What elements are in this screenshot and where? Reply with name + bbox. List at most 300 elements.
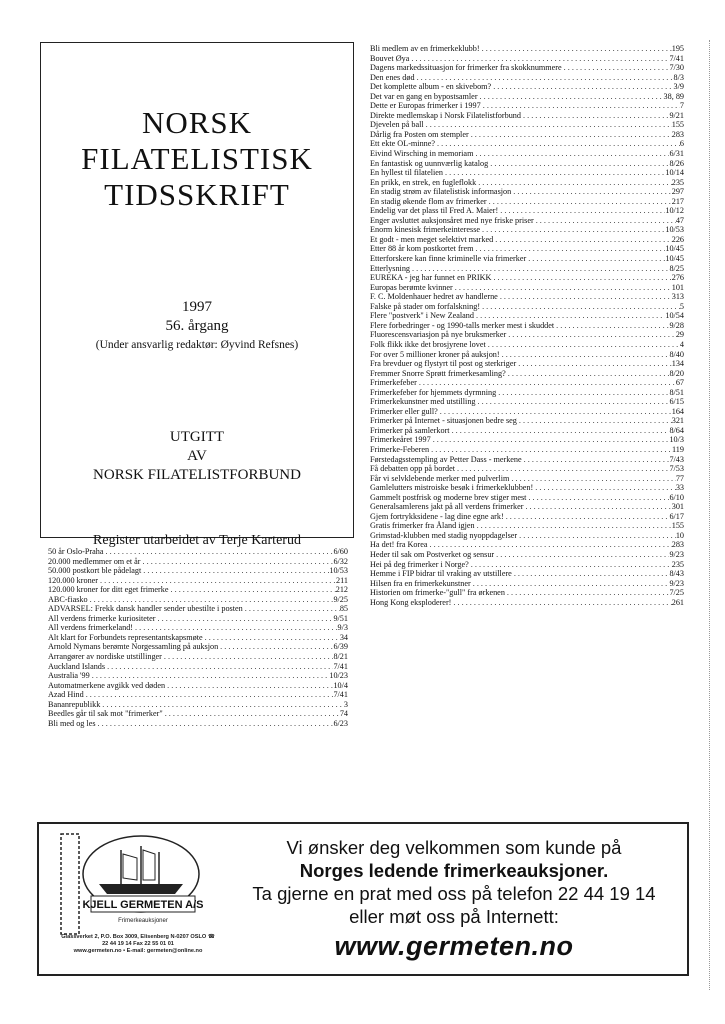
index-entry (370, 474, 684, 484)
entry-page: 301 (671, 502, 684, 512)
entry-page: 8/3 (673, 72, 684, 82)
dot-leader (480, 225, 665, 235)
index-entry (370, 540, 684, 550)
index-entry (370, 244, 684, 254)
index-entry (48, 700, 348, 710)
ad-phone: Ta gjerne en prat med oss på telefon 22 44 19 14 (252, 883, 656, 904)
dot-leader (496, 388, 669, 398)
entry-page: 297 (671, 187, 684, 197)
entry-title: Automatmerkene avgikk ved døden (48, 680, 166, 690)
entry-page: 8/20 (669, 368, 684, 378)
dot-leader (443, 168, 665, 178)
entry-title: Generalsamlerens jakt på all verdens frimerker (370, 502, 524, 512)
entry-page: 5 (679, 301, 684, 311)
index-entry (370, 483, 684, 493)
entry-title: Gjem fortrykksidene - lag dine egne ark! (370, 511, 504, 521)
entry-title: Alt klart for Forbundets representantskapsmøte (48, 632, 203, 642)
dot-leader (533, 483, 676, 493)
entry-page: 29 (675, 330, 684, 340)
dot-leader (103, 547, 333, 557)
entry-title: Bli med og les (48, 718, 96, 728)
dot-leader (450, 426, 670, 436)
entry-title: Bananrepublikk (48, 699, 101, 709)
entry-title: Heder til sak om Postverket og sensur (370, 549, 495, 559)
entry-title: Etterforskere kan finne kriminelle via frimerker (370, 254, 527, 264)
dot-leader (516, 359, 672, 369)
entry-title: Frimerkefeber (370, 378, 417, 388)
entry-page: 10/14 (665, 168, 684, 178)
dot-leader (476, 178, 672, 188)
title-line: TIDSSKRIFT (104, 177, 290, 212)
entry-title: En stadig økende flom av frimerker (370, 196, 487, 206)
index-entry (370, 139, 684, 149)
advertisement (37, 822, 689, 976)
editor-note: (Under ansvarlig redaktør: Øyvind Refsnes) (95, 339, 299, 351)
dot-leader (84, 690, 334, 700)
entry-page: 6/15 (669, 397, 684, 407)
entry-title: Grimstad-klubben med stadig nyoppdagelser (370, 530, 518, 540)
entry-page: 10/3 (669, 435, 684, 445)
entry-title: Dagens markedssituasjon for frimerker fra skokknummere (370, 63, 562, 73)
entry-title: En fantastisk og uunnværlig katalog (370, 158, 489, 168)
entry-page: 119 (672, 444, 684, 454)
title-line: NORSK (141, 105, 253, 140)
dot-leader (415, 73, 674, 83)
entry-title: Enger avsluttet auksjonsåret med nye friske priser (370, 215, 534, 225)
logo-address: Glassverket 2, P.O. Box 3009, Elisenberg N-0207 OSLO ☎ 22 44 19 14 Fax 22 55 01 01 (61, 934, 215, 947)
index-entry (370, 225, 684, 235)
dot-leader (480, 302, 680, 312)
dot-leader (88, 595, 334, 605)
entry-page: 321 (671, 416, 684, 426)
dot-leader (473, 149, 669, 159)
index-entry (370, 350, 684, 360)
dot-leader (417, 378, 676, 388)
entry-page: 6/31 (669, 149, 684, 159)
entry-page: 10/45 (665, 254, 684, 264)
entry-page: 9/25 (333, 594, 348, 604)
index-entry (48, 585, 348, 595)
index-entry (370, 63, 684, 73)
entry-title: Gamlelutters mistroiske besøk i frimerkeklubben! (370, 483, 534, 493)
index-entry (370, 493, 684, 503)
index-entry (48, 614, 348, 624)
dot-leader (429, 445, 672, 455)
entry-page: 7 (679, 101, 684, 111)
index-entry (48, 719, 348, 729)
entry-page: 74 (339, 709, 348, 719)
volume: 56. årgang (165, 318, 229, 334)
entry-title: Frimerke-Feberen (370, 444, 430, 454)
index-entry (370, 435, 684, 445)
dot-leader (471, 579, 670, 589)
dot-leader (98, 576, 336, 586)
publisher-line: UTGITT (169, 429, 225, 445)
entry-title: Fra brevduer og flystyrt til post og sterkriger (370, 359, 517, 369)
entry-page: 261 (671, 597, 684, 607)
entry-page: 164 (671, 406, 684, 416)
entry-page: 211 (336, 575, 348, 585)
index-entry (370, 302, 684, 312)
index-entry (370, 531, 684, 541)
index-entry (48, 623, 348, 633)
entry-page: 155 (671, 521, 684, 531)
entry-page: 235 (671, 177, 684, 187)
index-entry (370, 197, 684, 207)
entry-title: Direkte medlemskap i Norsk Filatelistforbund (370, 110, 521, 120)
entry-title: ABC-fiasko (48, 594, 88, 604)
entry-title: Falske på stader om forfalskning! (370, 301, 481, 311)
index-entry (370, 598, 684, 608)
stamp-perforation (61, 834, 79, 934)
entry-page: 38, 89 (663, 91, 684, 101)
index-entry (370, 416, 684, 426)
entry-title: 50 år Oslo-Praha (48, 547, 104, 556)
index-entry (370, 120, 684, 130)
entry-title: 120.000 kroner for ditt eget frimerke (48, 585, 169, 595)
logo-web: www.germeten.no • E-mail: germeten@online.no (73, 948, 203, 954)
index-entry (370, 73, 684, 83)
dot-leader (218, 642, 333, 652)
entry-title: Hilsen fra en frimerkekunstner (370, 578, 471, 588)
index-entry (370, 130, 684, 140)
entry-page: 67 (675, 378, 684, 388)
entry-title: Folk flikk ikke det brosjyrene lovet (370, 339, 486, 349)
index-entry (370, 178, 684, 188)
entry-page: 85 (339, 604, 348, 614)
dot-leader (517, 416, 672, 426)
entry-page: 9/21 (669, 110, 684, 120)
dot-leader (493, 235, 671, 245)
dot-leader (481, 101, 680, 111)
entry-title: Australia '99 (48, 671, 90, 681)
entry-title: Et godt - men meget selektivt marked (370, 234, 494, 244)
entry-page: 47 (675, 215, 684, 225)
entry-title: All verdens frimerke kuriositeter (48, 613, 156, 623)
index-entry (370, 235, 684, 245)
entry-title: Frimerker på samlerkort (370, 425, 450, 435)
dot-leader (487, 197, 672, 207)
dot-leader (491, 273, 671, 283)
index-entry (370, 426, 684, 436)
entry-page: 77 (675, 473, 684, 483)
dot-leader (534, 216, 676, 226)
logo-company-name: KJELL GERMETEN A/S (82, 899, 204, 911)
entry-title: Europas berømte kvinner (370, 282, 453, 292)
dot-leader (105, 662, 333, 672)
dot-leader (141, 557, 334, 567)
entry-title: Djevelen på ball (370, 120, 424, 130)
ad-welcome: Vi ønsker deg velkommen som kunde på (286, 837, 622, 858)
index-entry (48, 671, 348, 681)
entry-title: Den enes død (370, 72, 415, 82)
dot-leader (504, 512, 670, 522)
index-entry (370, 311, 684, 321)
dot-leader (526, 493, 669, 503)
index-entry (48, 709, 348, 719)
index-entry (370, 159, 684, 169)
entry-title: Fremmer Snorre Sprøtt frimerkesamling? (370, 368, 506, 378)
dot-leader (523, 502, 671, 512)
index-entry (48, 652, 348, 662)
dot-leader (409, 54, 669, 64)
index-entry (370, 397, 684, 407)
entry-title: Flere "postverk" i New Zealand (370, 311, 474, 321)
dot-leader (480, 44, 672, 54)
entry-title: Etterlysning (370, 263, 411, 273)
entry-title: Førstedagsstempling av Petter Dass - merkene (370, 454, 522, 464)
entry-title: En prikk, en strek, en fugleflokk (370, 177, 477, 187)
ad-url-link[interactable]: www.germeten.no (334, 931, 574, 961)
index-entry (370, 445, 684, 455)
entry-page: 235 (671, 559, 684, 569)
index-entry (370, 101, 684, 111)
index-entry (370, 560, 684, 570)
index-entry (48, 576, 348, 586)
entry-title: EUREKA - jeg har funnet en PRIKK (370, 273, 492, 283)
index-entry (370, 340, 684, 350)
dot-leader (562, 63, 670, 73)
dot-leader (509, 474, 675, 484)
index-entry (370, 92, 684, 102)
entry-page: 9/23 (669, 578, 684, 588)
index-entry (370, 521, 684, 531)
dot-leader (100, 700, 344, 710)
entry-title: Beedles går til sak mot "frimerker" (48, 709, 163, 719)
entry-page: 6/17 (669, 511, 684, 521)
dot-leader (435, 139, 680, 149)
entry-page: 9/51 (333, 613, 348, 623)
dot-leader (517, 531, 676, 541)
ship-hull-icon (99, 884, 183, 894)
dot-leader (431, 435, 670, 445)
index-entry (48, 642, 348, 652)
index-entry (370, 464, 684, 474)
dot-leader (486, 340, 680, 350)
index-entry (370, 292, 684, 302)
year-block (41, 298, 353, 355)
dot-leader (451, 598, 671, 608)
entry-title: Gammelt postfrisk og moderne brev stiger mest (370, 492, 527, 502)
entry-page: 8/26 (669, 158, 684, 168)
entry-title: Etter 88 år kom postkortet frem (370, 244, 474, 254)
entry-page: 7/30 (669, 63, 684, 73)
entry-page: 10/53 (665, 225, 684, 235)
entry-page: 10/54 (665, 311, 684, 321)
entry-title: Eivind Wirsching in memoriam (370, 149, 474, 159)
entry-title: Hong Kong eksploderer! (370, 597, 452, 607)
entry-page: 195 (671, 44, 684, 53)
title-line: FILATELISTISK (81, 141, 313, 176)
dot-leader (469, 560, 672, 570)
index-entry (370, 254, 684, 264)
dot-leader (478, 92, 664, 102)
entry-title: 120.000 kroner (48, 575, 99, 585)
dot-leader (498, 206, 665, 216)
dot-leader (512, 569, 670, 579)
entry-page: 10 (675, 530, 684, 540)
dot-leader (133, 623, 338, 633)
dot-leader (511, 187, 672, 197)
index-entry (370, 407, 684, 417)
entry-page: 6/39 (333, 642, 348, 652)
dot-leader (488, 159, 669, 169)
entry-page: 7/41 (333, 690, 348, 700)
dot-leader (554, 321, 669, 331)
entry-title: En hyllest til filatelien (370, 168, 443, 178)
entry-title: Det komplette album - en skivebom? (370, 82, 492, 92)
entry-title: Frimerkekunstner med utstilling (370, 397, 476, 407)
entry-page: 8/43 (669, 569, 684, 579)
index-entry (370, 388, 684, 398)
ad-headline: Norges ledende frimerkeauksjoner. (299, 860, 609, 881)
entry-title: Hemme i FIP bidrar til vraking av utstillere (370, 569, 512, 579)
index-entry (370, 283, 684, 293)
index-entry (370, 512, 684, 522)
entry-page: 10/4 (333, 680, 348, 690)
dot-leader (141, 566, 329, 576)
index-entry (48, 557, 348, 567)
index-entry (370, 502, 684, 512)
index-entry (370, 378, 684, 388)
entry-title: Arnold Nymans berømte Norgessamling på auksjon (48, 642, 219, 652)
dot-leader (438, 407, 672, 417)
entry-page: 6/32 (333, 556, 348, 566)
ship-sail-icon (123, 850, 155, 880)
entry-title: Bli medlem av en frimerkeklubb! (370, 44, 480, 53)
entry-title: Ett ekte OL-minne? (370, 139, 436, 149)
dot-leader (424, 120, 672, 130)
entry-title: Flere forbedringer - og 1990-talls merker mest i skuddet (370, 320, 555, 330)
dot-leader (474, 311, 665, 321)
entry-title: Endelig var det plass til Fred A. Maier! (370, 206, 499, 216)
entry-page: 8/64 (669, 425, 684, 435)
entry-page: 8/21 (333, 652, 348, 662)
entry-page: 8/40 (669, 349, 684, 359)
entry-page: 7/41 (669, 53, 684, 63)
ad-internet: eller møt oss på Internett: (349, 906, 559, 927)
index-entry (370, 264, 684, 274)
index-entry (370, 187, 684, 197)
index-entry (48, 633, 348, 643)
index-column-right (370, 44, 684, 607)
year: 1997 (182, 299, 212, 315)
dot-leader (521, 111, 669, 121)
entry-page: 7/25 (669, 588, 684, 598)
dot-leader (96, 719, 334, 729)
entry-title: Fluorescensvariasjon på nye bruksmerker (370, 330, 507, 340)
index-entry (370, 111, 684, 121)
dot-leader (203, 633, 340, 643)
dot-leader (169, 585, 336, 595)
dot-leader (505, 588, 670, 598)
publisher-line: AV (187, 448, 207, 464)
scan-edge-dots (709, 40, 711, 990)
entry-page: 217 (671, 196, 684, 206)
entry-page: 9/28 (669, 320, 684, 330)
entry-title: Dette er Europas frimerker i 1997 (370, 101, 481, 111)
dot-leader (410, 264, 669, 274)
entry-page: 3/9 (673, 82, 684, 92)
dot-leader (165, 681, 333, 691)
entry-title: 50.000 postkort ble pådelagt (48, 566, 142, 576)
dot-leader (156, 614, 334, 624)
index-entry (370, 330, 684, 340)
index-entry (48, 681, 348, 691)
entry-page: 10/12 (665, 206, 684, 216)
entry-title: 20.000 medlemmer om et år (48, 556, 141, 566)
entry-title: Ha det! fra Korea (370, 540, 428, 550)
logo-address-block (59, 934, 217, 955)
index-entry (370, 321, 684, 331)
title-box (40, 42, 354, 548)
index-entry (370, 579, 684, 589)
dot-leader (243, 604, 340, 614)
index-entry (370, 569, 684, 579)
entry-page: 226 (671, 234, 684, 244)
entry-page: 7/41 (333, 661, 348, 671)
dot-leader (498, 292, 672, 302)
entry-page: 33 (675, 483, 684, 493)
index-entry (370, 44, 684, 54)
dot-leader (522, 455, 670, 465)
entry-page: 10/53 (329, 566, 348, 576)
entry-title: Får vi selvklebende merker med pulverlim (370, 473, 510, 483)
entry-title: Arrangører av nordiske utstillinger (48, 652, 162, 662)
index-entry (370, 359, 684, 369)
entry-page: 6/60 (333, 547, 348, 556)
dot-leader (500, 350, 670, 360)
entry-page: 6/10 (669, 492, 684, 502)
entry-title: Frimerkefeber for hjemmets dyrmning (370, 387, 497, 397)
dot-leader (506, 330, 676, 340)
entry-page: 9/23 (669, 549, 684, 559)
entry-page: 313 (671, 292, 684, 302)
dot-leader (162, 652, 334, 662)
entry-page: 6 (679, 139, 684, 149)
entry-title: En stadig strøm av filatelistisk informasjon (370, 187, 512, 197)
entry-title: ADVARSEL: Frekk dansk handler sender ubestilte i posten (48, 604, 243, 614)
entry-page: 4 (679, 339, 684, 349)
entry-title: F. C. Moldenhauer hedret av handlerne (370, 292, 498, 302)
entry-page: 155 (671, 120, 684, 130)
entry-page: 276 (671, 273, 684, 283)
dot-leader (455, 464, 669, 474)
publisher-line: NORSK FILATELISTFORBUND (93, 467, 301, 483)
index-entry (370, 149, 684, 159)
entry-page: 7/43 (669, 454, 684, 464)
index-entry (48, 690, 348, 700)
publisher-block (41, 428, 353, 485)
register-note: Register utarbeidet av Terje Karterud (93, 533, 301, 548)
entry-page: 6/23 (333, 718, 348, 728)
entry-page: 134 (671, 359, 684, 369)
entry-page: 10/45 (665, 244, 684, 254)
entry-title: Frimerkeåret 1997 (370, 435, 431, 445)
dot-leader (90, 671, 330, 681)
dot-leader (475, 521, 672, 531)
index-entry (370, 273, 684, 283)
entry-page: 8/25 (669, 263, 684, 273)
ad-text (229, 836, 679, 964)
entry-title: Azad Hind (48, 690, 84, 700)
entry-page: 10/23 (329, 671, 348, 681)
logo-tagline: Frimerkeauksjoner (118, 918, 168, 924)
index-entry (370, 216, 684, 226)
entry-title: Enorm kinesisk frimerkeinteresse (370, 225, 481, 235)
entry-page: 101 (671, 282, 684, 292)
index-entry (370, 206, 684, 216)
